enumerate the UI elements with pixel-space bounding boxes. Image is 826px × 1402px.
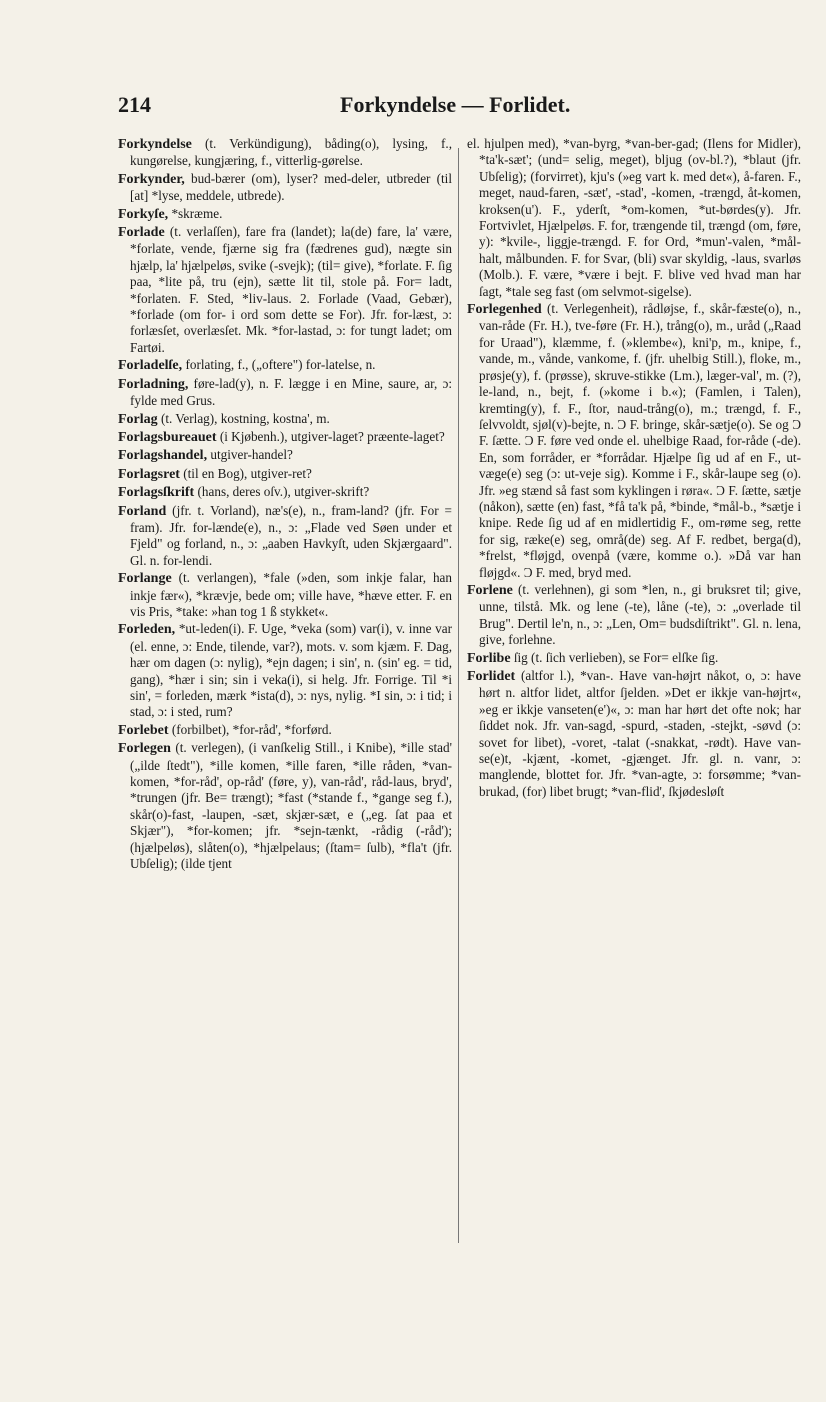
entry-headword: Forlegenhed <box>467 302 542 318</box>
entry-headword: Forlebet <box>118 722 169 738</box>
dictionary-entry <box>467 301 801 581</box>
dictionary-entry <box>118 447 452 464</box>
dictionary-entry <box>118 484 452 501</box>
column-divider <box>458 148 459 1243</box>
entry-text: (t. verlehnen), gi som *len, n., gi bruksret til; give, unne, tilstå. Mk. og lene (-te), låne (-te), ɔ: „overlade til Brug". Dertil le'n, n., ɔ: „Len, Om= budsdiſtrikt". Gl. n. lena, give, forlehne. <box>479 581 801 648</box>
entry-text: (t. Verkündigung), båding(o), lysing, f., kungørelse, kungjæring, f., vitterlig-gørelse. <box>130 136 452 169</box>
dictionary-entry <box>118 206 452 223</box>
entry-text: (i Kjøbenh.), utgiver-laget? præente-laget? <box>219 428 445 444</box>
entry-text: (til en Bog), utgiver-ret? <box>183 465 312 481</box>
entry-headword: Forlade <box>118 225 165 241</box>
dictionary-entry <box>467 668 801 800</box>
entry-headword: Forkyndelse <box>118 137 192 152</box>
entry-headword: Forlidet <box>467 669 516 684</box>
entry-headword: Forlange <box>118 571 172 587</box>
dictionary-entry <box>118 376 452 410</box>
entry-text: (t. Verlegenheit), rådløjse, f., skår-fæste(o), n., van-råde (Fr. H.), tve-føre (Fr. H.), trång(o), m., uråd („Raad for Uraad"), klæmme, f. (»klembe«), kni'p, m., knipe, f., vande, m., vånde, vankome, f. (jfr. uhelbig Still.), floke, m., prøsje(y), f. (prøsse), skruve-stikke (Lm.), læger-val', m. (?), le-land, n., bejt, f. (»kome i b.«); (Famlen, i Talen), kremting(y), f. F., ſtor, naud-trång(o), m.; trængd, f. F., ſelvvoldt, sjøl(v)-bejte, n. Ɔ F. bringe, skår-sætje(o). Se og Ɔ F. ſætte. Ɔ F. føre ved onde el. uhelbige Raad, for-råde (-de). En, som forråder, er *forrådar. Hjælpe ſig ud af en F., ut-væge(e) seg (ɔ: ut-veje sig). Komme i F., skår-laupe seg (o). Jfr. »eg stænd så fast som kyklingen i røra«. Ɔ F. ſætte, sætje (nåkon), sætte (en) fast, *få ta'k på, *binde, *mål-b., *sætje i knipe. Rede ſig ud af en midlertidig F., om-røme seg, rette for sig, ræke(e) seg, områ(de) seg. Af F. redbet, berga(d), *frelst, *fløjgd, ovenpå (være, komme o.). »Då var han fløjgd«. Ɔ F. med, bryd med. <box>479 301 801 580</box>
entry-text: (t. verlaſſen), fare fra (landet); la(de) fare, la' være, *forlate, vende, fjærne sig fra (fædrenes gud), nægte sin hjælp, la' hjælpeløs, svike (-svejk); (til= give), *forlate. F. ſig paa, *lite på, tru (ejn), sætte lit til, stole på. For= ladt, *forlaten. F. Sted, *liv-laus. 2. Forlade (Vaad, Gebær), *forlade (om for- i ord som dette se For). Jfr. for-læst, ɔ: forlæsſet, overlæsſet. Mk. *for-lastad, ɔ: for tungt ladet; om Fartøi. <box>130 224 452 355</box>
left-column <box>118 136 452 1286</box>
entry-headword: Forlagsret <box>118 466 180 482</box>
entry-headword: Forland <box>118 503 167 519</box>
dictionary-entry <box>118 411 452 428</box>
entry-headword: Forlagshandel, <box>118 448 208 464</box>
entry-text: *skræme. <box>171 205 223 221</box>
entry-headword: Forlagsbureauet <box>118 429 217 445</box>
entry-text: utgiver-handel? <box>210 447 293 463</box>
dictionary-entry <box>118 722 452 739</box>
dictionary-entry <box>118 503 452 570</box>
entry-text: (forbilbet), *for-råd', *forførd. <box>171 721 332 737</box>
entry-text: (altfor l.), *van-. Have van-højrt nåkot, o, ɔ: have hørt n. altfor lidet, altfor ſjelden. »Det er ikkje van-højrt«, »eg er ikkje vanseten(e')«, ɔ: man har hørt det ofte nok; har ſiddet nok. Jfr. van-sagd, -spurd, -staden, -stejkt, -søvd (ɔ: sovet for libet), -voret, -talat (-snakkat, -rødt). Have van-se(e)t, -kjænt, -komet, -gjænget. Jfr. gl. n. vanr, ɔ: manglende, blottet for. Jfr. *van-agte, ɔ: forsømme; *van-brukad, (for) libet brugt; *van-flid', ſkjødesløſt <box>479 668 801 799</box>
dictionary-entry <box>118 621 452 720</box>
dictionary-entry <box>118 136 452 170</box>
entry-headword: Forleden, <box>118 622 176 638</box>
dictionary-entry <box>118 570 452 620</box>
entry-headword: Forladning, <box>118 376 189 392</box>
entry-headword: Forlegen <box>118 741 171 757</box>
right-column <box>467 136 801 1286</box>
entry-text: ſig (t. ſich verlieben), se For= elſke ſig. <box>513 649 719 665</box>
entry-text: føre-lad(y), n. F. lægge i en Mine, saure, ar, ɔ: fylde med Grus. <box>130 375 452 409</box>
entry-text: *ut-leden(i). F. Uge, *veka (som) var(i), v. inne var (el. enne, ɔ: Ende, tilende, var?), mots. v. som kjæm. F. Dag, hær om dagen (ɔ: nylig), *ejn dagen; i sin', n. (sin' eg. = tid, gang), *hær i sin; sin i veka(i), si helg. Jfr. Forrige. Til *i sin', = forleden, mærk *ista(d), ɔ: nys, nylig. *I sin, ɔ: i tid; i stad, ɔ: i sted, rum? <box>130 621 452 720</box>
entry-text: (t. verlangen), *fale (»den, som inkje falar, han inkje fær«), *krævje, bede om; ville have, *hæve etter. F. en vis Pris, *take: »han tog 1 ß stykket«. <box>130 570 452 619</box>
entry-text: (jfr. t. Vorland), næ's(e), n., fram-land? (jfr. For = fram). Jfr. for-lænde(e), n., ɔ: „Flade ved Søen under et Fjeld" og forland, n., ɔ: „aaben Havkyſt, uden Skjærgaard". Gl. n. for-lendi. <box>130 502 452 568</box>
dictionary-entry <box>467 582 801 649</box>
entry-headword: Forkyſe, <box>118 206 169 222</box>
dictionary-entry <box>118 224 452 356</box>
dictionary-entry <box>118 171 452 205</box>
running-head: Forkyndelse — Forlidet. <box>340 92 571 117</box>
entry-headword: Forlibe <box>467 650 511 666</box>
entry-text: forlating, f., („oftere") for-latelse, n. <box>185 357 376 373</box>
entry-text: el. hjulpen med), *van-byrg, *van-ber-gad; (Ilens for Midler), *ta'k-sæt'; (und= selig, meget), bljug (ov-bl.?), *blaut (jfr. Ubſelig); (forvirret), kju's (»eg vart k. med det«), å-faren. F., meget, naud-faren, -sæt', -stad', -komen, -trængd, åt-komen, kroksen(u'). F., yderſt, *om-komen, *ut-børdes(y). Jfr. Fortvivlet, Hjælpeløs. F. for, trængende til, trængd (om, føre, y): *kvile-, liggje-trængd. F. for Ord, *mun'-valen, *mål-halt, målbunden. F. for Svar, (bli) svar skyldig, -laus, svarløs (Molb.). F. være, *være i bejt. F. blive ved hvad man har ſagt, *tale seg fast (om selvmot-sigelse). <box>467 136 801 299</box>
dictionary-entry <box>467 136 801 300</box>
dictionary-entry <box>118 740 452 872</box>
entry-text: bud-bærer (om), lyser? med-deler, utbreder (til [at] *lyse, meddele, utbrede). <box>130 170 452 204</box>
entry-headword: Forkynder, <box>118 171 185 187</box>
entry-headword: Forlag <box>118 411 158 427</box>
dictionary-entry <box>118 429 452 446</box>
entry-headword: Forlene <box>467 582 513 598</box>
page-number: 214 <box>118 92 151 117</box>
entry-text: (t. Verlag), kostning, kostna', m. <box>160 410 330 426</box>
entry-headword: Forladelſe, <box>118 358 183 374</box>
entry-headword: Forlagsſkrift <box>118 485 195 501</box>
entry-text: (hans, deres oſv.), utgiver-skrift? <box>197 484 370 500</box>
dictionary-entry <box>118 357 452 374</box>
entry-text: (t. verlegen), (i vanſkelig Still., i Knibe), *ille stad' („ilde ſtedt"), *ille komen, *ille faren, *ille råden, *van-komen, *for-råd', op-råd' (føre, y), van-råd', råd-laus, bryd', *trungen (jfr. Be= trængt); *fast (*stande f., *gange seg f.), skår(o)-fast, -laupen, -sæt, skjær-sæt, e („eg. ſat paa et Skjær"), *for-komen; jfr. *sejn-tænkt, -rådig (-råd'); (hjælpeløs), slåten(o), *hjælpelaus; (ſtam= ſulb), *fla't (jfr. Ubſelig); (ilde tjent <box>130 740 452 872</box>
dictionary-entry <box>118 466 452 483</box>
page-header <box>118 88 763 124</box>
dictionary-entry <box>467 650 801 667</box>
